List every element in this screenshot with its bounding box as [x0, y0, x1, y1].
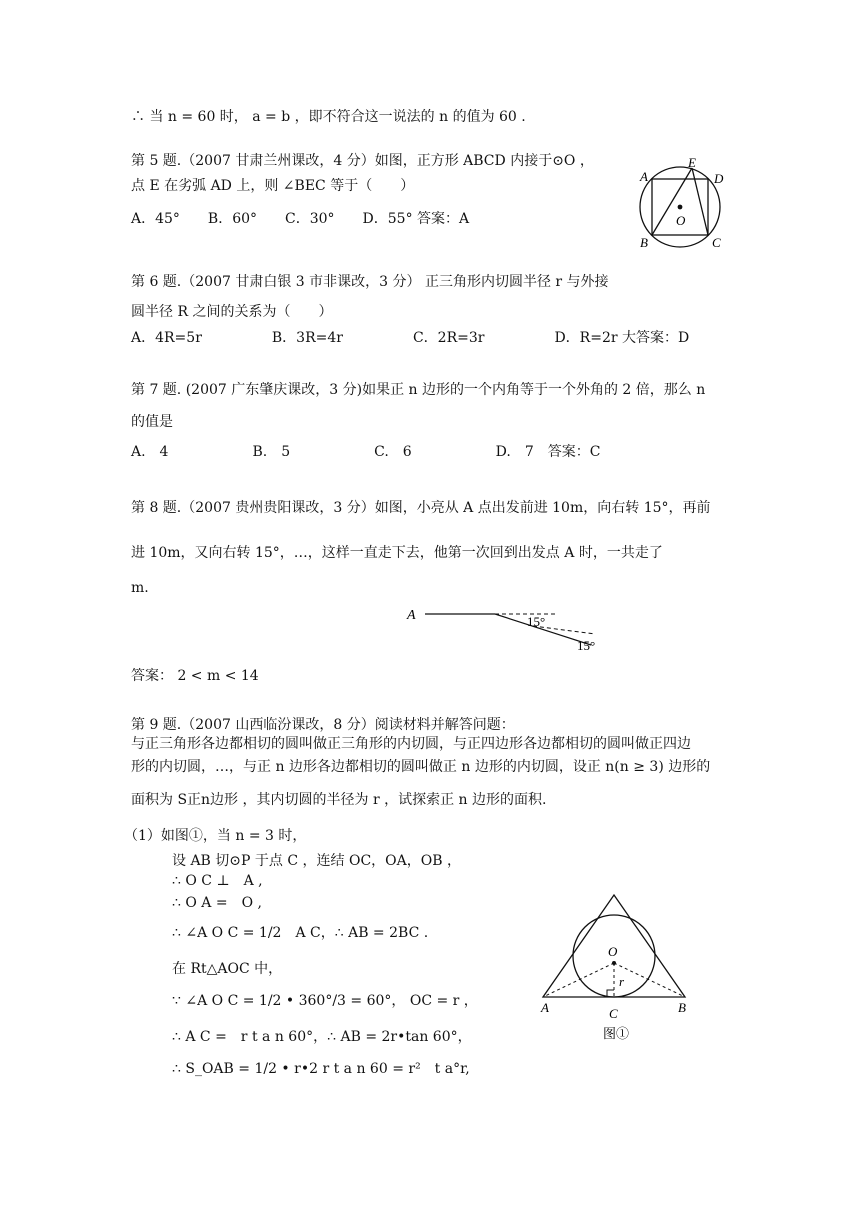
label-r: r [619, 974, 625, 989]
label-a: A [407, 608, 416, 623]
label-a: A [640, 169, 648, 184]
text-line: ∴ O C ⊥ A , [172, 873, 263, 889]
label-d: D [714, 171, 724, 186]
label-a: A [541, 1000, 549, 1015]
text-line: 的值是 [131, 414, 173, 430]
text-line: 圆半径 R 之间的关系为（ ） [131, 304, 333, 320]
text-line: ∵ ∠A O C = 1/2 • 360°/3 = 60°， OC = r ， [172, 993, 478, 1009]
question-6-header: 第 6 题.（2007 甘肃白银 3 市非课改，3 分） 正三角形内切圆半径 r 与外接 [131, 274, 609, 290]
text-line: 面积为 S正n边形 ，其内切圆的半径为 r ，试探索正 n 边形的面积. [131, 792, 547, 808]
question-8-header: 第 8 题.（2007 贵州贵阳课改，3 分）如图，小亮从 A 点出发前进 10m，向右转 15°，再前 [131, 500, 711, 516]
text-line: ∴ 当 n = 60 时， a = b ，即不符合这一说法的 n 的值为 60 . [131, 109, 526, 125]
text-line: 在 Rt△AOC 中， [172, 961, 283, 977]
text-line: 设 AB 切⊙P 于点 C ，连结 OC，OA，OB ， [172, 853, 461, 869]
text-line: ∴ O A = O , [172, 895, 262, 911]
text-line: m. [131, 580, 149, 596]
label-b: B [678, 1000, 686, 1015]
question-5-header: 第 5 题.（2007 甘肃兰州课改，4 分）如图，正方形 ABCD 内接于⊙O ， [131, 153, 594, 169]
label-c: C [712, 235, 721, 250]
segment-ob [614, 963, 685, 997]
label-o: O [676, 213, 686, 228]
text-line: 形的内切圆，…，与正 n 边形各边都相切的圆叫做正 n 边形的内切圆，设正 n(n ≥ 3) 边形的 [131, 759, 711, 775]
text-line: 进 10m，又向右转 15°，…，这样一直走下去，他第一次回到出发点 A 时，一共走了 [131, 545, 663, 561]
answer-options: A．45° B．60° C．30° D．55° 答案：A [131, 211, 470, 227]
label-e: E [688, 155, 696, 170]
text-line: ∴ S_OAB = 1/2 • r•2 r t a n 60 = r² t a°r, [172, 1061, 470, 1077]
answer-line: 答案： 2 < m < 14 [131, 668, 259, 684]
text-line: ∴ ∠A O C = 1/2 A C，∴ AB = 2BC . [172, 925, 429, 941]
figure-q5-circle-square [630, 155, 750, 255]
figure-q8-path [405, 600, 615, 660]
question-7-header: 第 7 题. (2007 广东肇庆课改，3 分)如果正 n 边形的一个内角等于一个外角的 2 倍，那么 n [131, 382, 706, 398]
text-line: （1）如图①，当 n = 3 时， [124, 828, 307, 844]
label-b: B [640, 235, 648, 250]
label-o: O [608, 944, 618, 959]
figure-caption: 图① [603, 1026, 630, 1041]
figure-q9-incircle [535, 890, 705, 1050]
answer-options: A. 4 B. 5 C. 6 D. 7 答案：C [131, 444, 601, 460]
question-9-header: 第 9 题.（2007 山西临汾课改，8 分）阅读材料并解答问题： [131, 717, 515, 733]
center-dot [612, 961, 616, 965]
label-c: C [609, 1006, 618, 1021]
text-line: ∴ A C = r t a n 60°，∴ AB = 2r•tan 60°， [172, 1029, 472, 1045]
text-line: 点 E 在劣弧 AD 上，则 ∠BEC 等于（ ） [131, 178, 415, 194]
angle-label-1: 15° [527, 614, 546, 629]
answer-options: A．4R=5r B．3R=4r C．2R=3r D．R=2r 大答案：D [131, 330, 690, 346]
text-line: 与正三角形各边都相切的圆叫做正三角形的内切圆，与正四边形各边都相切的圆叫做正四边 [131, 736, 691, 752]
center-dot [678, 205, 683, 210]
angle-label-2: 15° [577, 638, 596, 653]
segment-be [652, 168, 692, 235]
segment-ec [692, 168, 708, 235]
segment-oa [543, 963, 614, 997]
